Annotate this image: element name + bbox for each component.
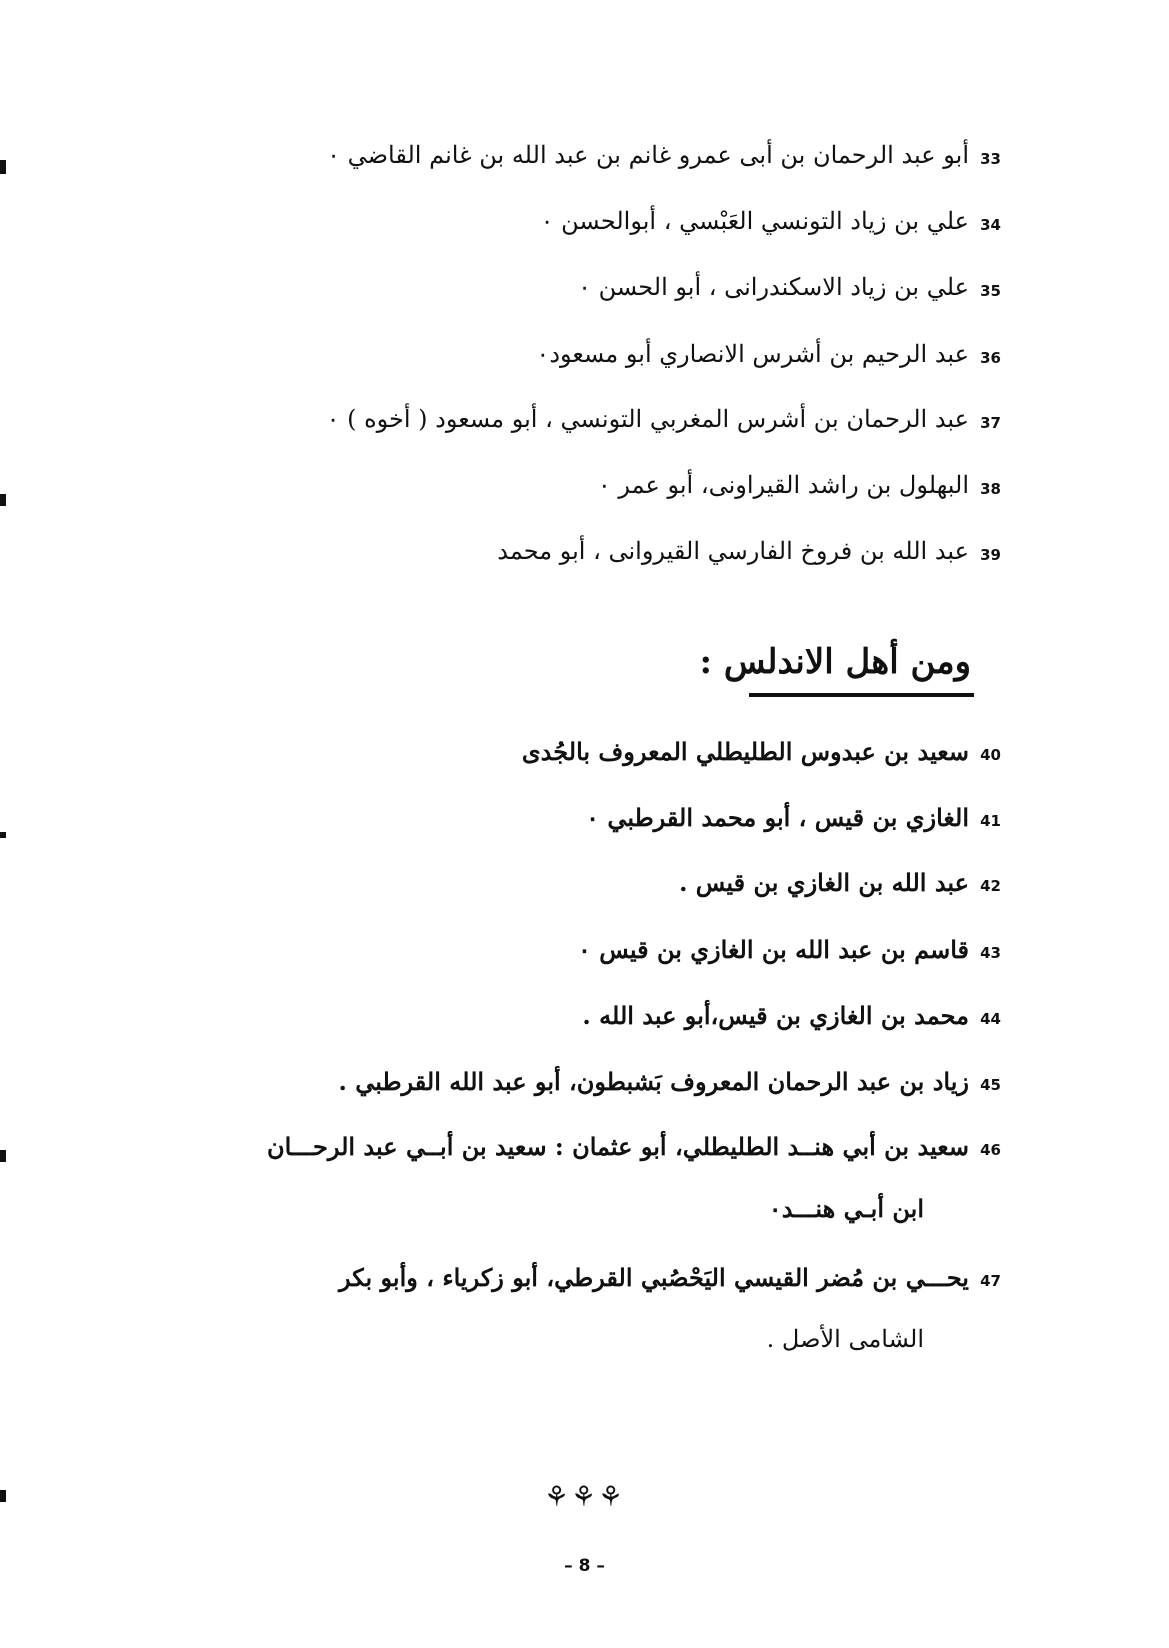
scan-edge-mark xyxy=(0,160,6,174)
list-item xyxy=(0,867,1169,907)
entry-number: 34 xyxy=(980,216,1001,234)
entry-number: 41 xyxy=(980,812,1001,830)
entry-number: 45 xyxy=(980,1076,1001,1094)
entry-continuation: ابن أبـي هنـــد٠ xyxy=(768,1194,924,1223)
scan-edge-mark xyxy=(0,832,6,838)
entry-text: البهلول بن راشد القيراونى، أبو عمر ٠ xyxy=(597,471,969,499)
list-item xyxy=(0,404,1169,444)
entry-text: سعيد بن عبدوس الطليطلي المعروف بالجُدى xyxy=(521,737,969,766)
list-item xyxy=(0,470,1169,510)
list-item xyxy=(0,536,1169,576)
entry-number: 44 xyxy=(980,1010,1001,1028)
entry-number: 47 xyxy=(980,1272,1001,1290)
heading-underline xyxy=(749,693,974,697)
entry-text: سعيد بن أبي هنــد الطليطلي، أبو عثمان : سعيد بن أبــي عبد الرحـــان xyxy=(266,1132,969,1161)
entry-text: علي بن زياد التونسي العَبْسي ، أبوالحسن ٠ xyxy=(540,207,969,235)
entry-number: 46 xyxy=(980,1141,1001,1159)
entry-text: قاسم بن عبد الله بن الغازي بن قيس ٠ xyxy=(578,935,969,964)
entry-number: 42 xyxy=(980,877,1001,895)
list-item xyxy=(0,272,1169,312)
scan-edge-mark xyxy=(0,1150,6,1162)
list-item xyxy=(0,1000,1169,1040)
entry-number: 39 xyxy=(980,546,1001,564)
entry-text: عبد الرحمان بن أشرس المغربي التونسي ، أبو مسعود ( أخوه ) ٠ xyxy=(326,405,969,433)
entry-text: عبد الرحيم بن أشرس الانصاري أبو مسعود٠ xyxy=(536,340,969,368)
entry-number: 43 xyxy=(980,944,1001,962)
list-item xyxy=(0,1066,1169,1106)
entry-number: 40 xyxy=(980,746,1001,764)
entry-text: محمد بن الغازي بن قيس،أبو عبد الله . xyxy=(582,1001,969,1030)
entry-number: 37 xyxy=(980,414,1001,432)
entry-text: أبو عبد الرحمان بن أبى عمرو غانم بن عبد الله بن غانم القاضي ٠ xyxy=(327,141,969,169)
entry-text: يحـــي بن مُضر القيسي اليَحْصُبي القرطي، أبو زكرياء ، وأبو بكر xyxy=(339,1263,969,1292)
page-number: – 8 – xyxy=(564,1556,605,1576)
entry-text: عبد الله بن فروخ الفارسي القيروانى ، أبو محمد xyxy=(497,537,969,565)
entry-text: علي بن زياد الاسكندرانى ، أبو الحسن ٠ xyxy=(578,273,969,301)
list-item xyxy=(0,206,1169,246)
list-item xyxy=(0,339,1169,379)
list-item xyxy=(0,736,1169,776)
list-item xyxy=(0,934,1169,974)
list-item xyxy=(0,140,1169,180)
entry-number: 35 xyxy=(980,282,1001,300)
entry-number: 36 xyxy=(980,349,1001,367)
entry-text: الغازي بن قيس ، أبو محمد القرطبي ٠ xyxy=(586,803,969,832)
list-item xyxy=(0,1262,1169,1372)
list-item xyxy=(0,1131,1169,1241)
list-item xyxy=(0,802,1169,842)
entry-text: عبد الله بن الغازي بن قيس . xyxy=(679,868,969,897)
scan-edge-mark xyxy=(0,494,6,506)
entry-number: 38 xyxy=(980,480,1001,498)
entry-text: زياد بن عبد الرحمان المعروف بَشبطون، أبو عبد الله القرطبي . xyxy=(338,1067,969,1096)
ornament-divider: ⚘⚘⚘ xyxy=(543,1480,626,1513)
scan-edge-mark xyxy=(0,1490,6,1502)
entry-number: 33 xyxy=(980,150,1001,168)
section-heading: ومن أهل الاندلس : xyxy=(699,642,971,682)
entry-continuation: الشامى الأصل . xyxy=(766,1325,924,1353)
